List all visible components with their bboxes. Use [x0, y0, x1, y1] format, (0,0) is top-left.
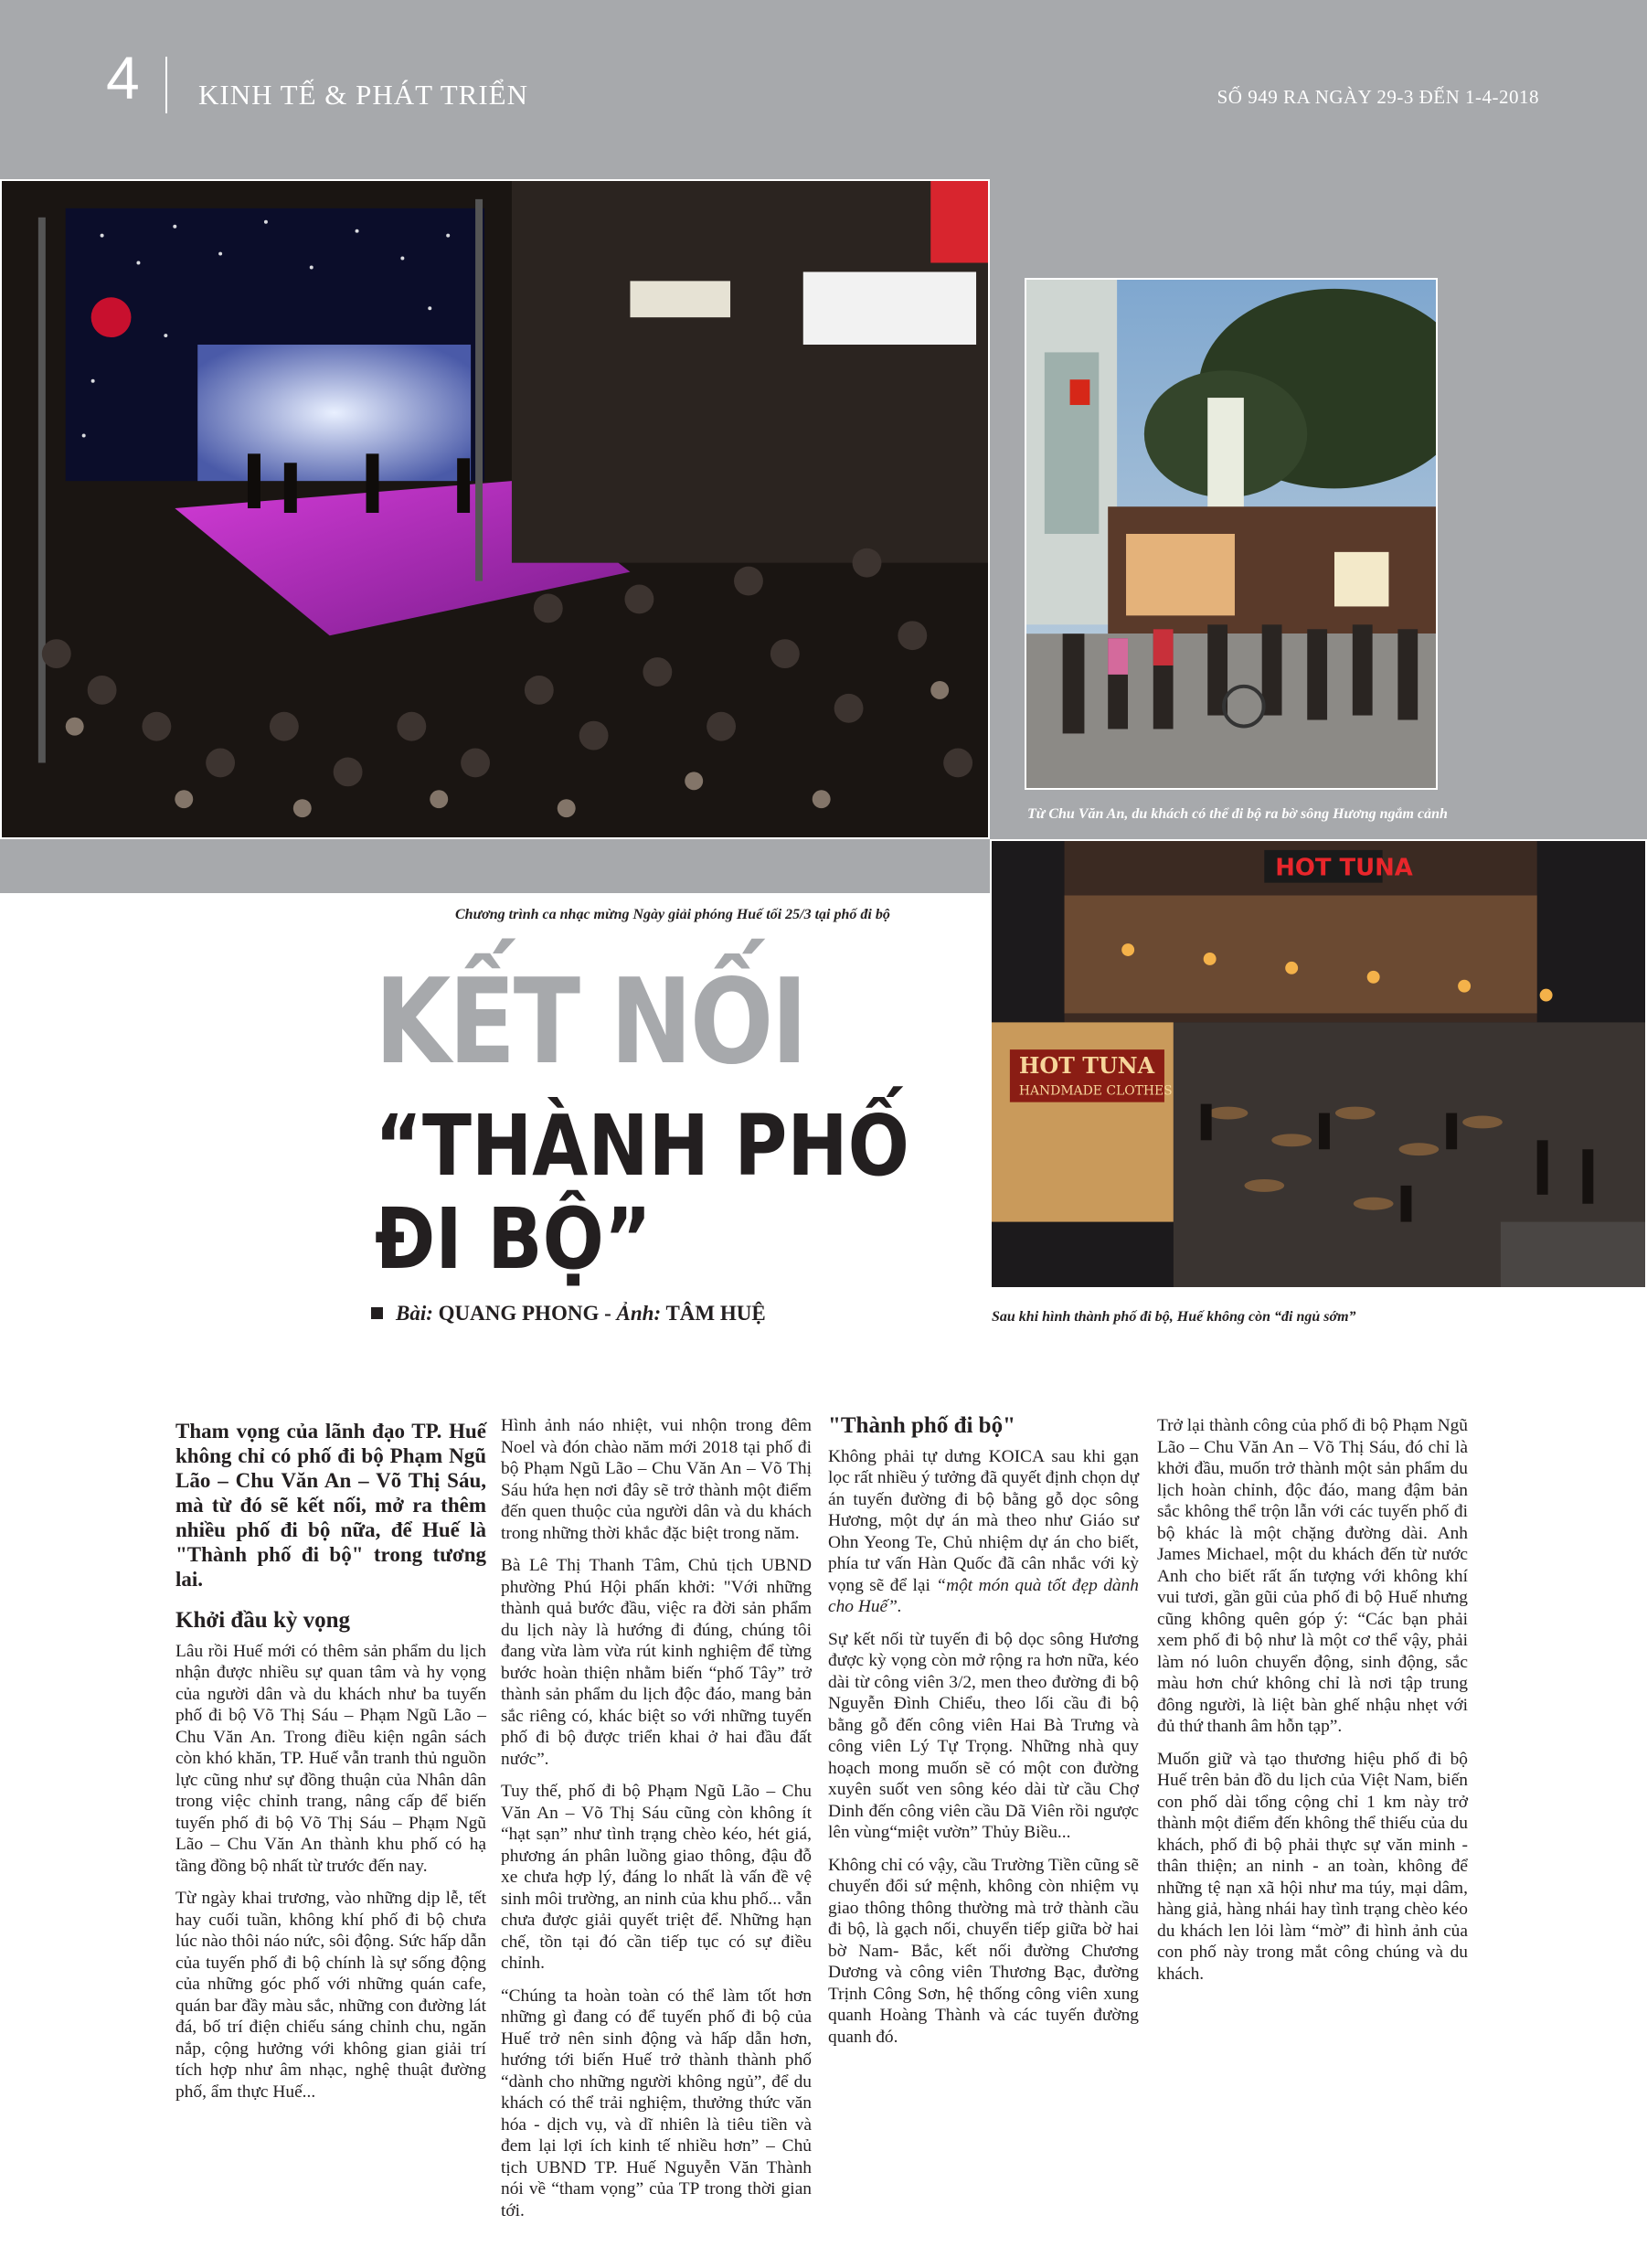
article-paragraph: Từ ngày khai trương, vào những dịp lễ, tết hay cuối tuần, không khí phố đi bộ chưa lúc nào thôi náo nức, sôi động. Sức hấp dẫn của tuyến phố đi bộ chính là sự sống động của những góc phố với những quán cafe, quán bar đầy màu sắc, những con đường lát đá, bố trí điện chiếu sáng chỉnh chu, ngăn nắp, cộng hưởng với không gian giải trí tích hợp như âm nhạc, nghệ thuật đường phố, ẩm thực Huế... — [175, 1889, 486, 2102]
article-paragraph: Lâu rồi Huế mới có thêm sản phẩm du lịch nhận được nhiều sự quan tâm và hy vọng của người dân và du khách như ba tuyến phố đi bộ Võ Thị Sáu – Phạm Ngũ Lão – Chu Văn An. Trong điều kiện ngân sách còn khó khăn, TP. Huế vẫn tranh thủ nguồn lực cũng như sự đồng thuận của Nhân dân trong việc chỉnh trang, nâng cấp để biến tuyến phố đi bộ Võ Thị Sáu – Phạm Ngũ Lão – Chu Văn An thành khu phố có hạ tầng đồng bộ nhất từ trước đến nay. — [175, 1641, 486, 1876]
cafe-photo-caption: Sau khi hình thành phố đi bộ, Huế không còn “đi ngủ sớm” — [992, 1309, 1356, 1325]
byline-author: QUANG PHONG — [438, 1302, 600, 1325]
byline: Bài: QUANG PHONG - Ảnh: TÂM HUỆ — [371, 1302, 766, 1326]
article-column-3 — [828, 1415, 1139, 2059]
article-paragraph: Không chỉ có vậy, cầu Trường Tiền cũng sẽ chuyển đổi sứ mệnh, không còn nhiệm vụ giao thông thông thường mà trở thành cầu đi bộ, là gạch nối, chuyển tiếp giữa bờ hai bờ Nam- Bắc, kết nối đường Chương Dương và công viên Thương Bạc, đường Trịnh Công Sơn, hệ thống công viên xung quanh Hoàng Thành và các tuyến đường quanh đó. — [828, 1855, 1139, 2047]
article-lead: Tham vọng của lãnh đạo TP. Huế không chỉ có phố đi bộ Phạm Ngũ Lão – Chu Văn An – Võ Thị Sáu, mà từ đó sẽ kết nối, mở ra thêm nhiều phố đi bộ nữa, để Huế là "Thành phố đi bộ" trong tương lai. — [175, 1420, 486, 1591]
headline-line-1: KẾT NỐI — [375, 954, 806, 1091]
article-column-2 — [501, 1415, 812, 2232]
issue-date: SỐ 949 RA NGÀY 29-3 ĐẾN 1-4-2018 — [1217, 86, 1539, 108]
headline-line-3: ĐI BỘ” — [375, 1190, 652, 1288]
article-column-4 — [1157, 1415, 1468, 1996]
article-paragraph: Tuy thế, phố đi bộ Phạm Ngũ Lão – Chu Văn An – Võ Thị Sáu cũng còn không ít “hạt sạn” như tình trạng chèo kéo, hét giá, phương án phân luồng giao thông, đậu đỗ xe chưa hợp lý, đáng lo nhất là vấn đề vệ sinh môi trường, an ninh của khu phố... vẫn chưa được giải quyết triệt để. Những hạn chế, tồn tại đó cần tiếp tục có sự điều chỉnh. — [501, 1782, 812, 1973]
street-photo-caption: Từ Chu Văn An, du khách có thể đi bộ ra bờ sông Hương ngắm cảnh — [1027, 806, 1448, 822]
cafe-photo — [990, 839, 1647, 1289]
article-paragraph: Không phải tự dưng KOICA sau khi gạn lọc rất nhiều ý tưởng đã quyết định chọn dự án tuyến đường đi bộ bằng gỗ dọc sông Hương, một dự án mà theo như Giáo sư Ohn Yeong Te, Chủ nhiệm dự án cho biết, phía tư vấn Hàn Quốc đã cân nhắc với kỳ vọng sẽ để lại “một món quà tốt đẹp dành cho Huế”. — [828, 1446, 1139, 1616]
article-paragraph: Bà Lê Thị Thanh Tâm, Chủ tịch UBND phường Phú Hội phấn khởi: "Với những thành quả bước đầu, việc ra đời sản phẩm du lịch này là hướng đi đúng, chúng tôi đang vừa làm vừa rút kinh nghiệm để từng bước hoàn thiện nhằm biến “phố Tây” trở thành sản phẩm du lịch độc đáo, mang bản sắc riêng có, khác biệt so với những tuyến phố đi bộ được triển khai ở hai đầu đất nước”. — [501, 1556, 812, 1769]
concert-photo-caption: Chương trình ca nhạc mừng Ngày giải phóng Huế tối 25/3 tại phố đi bộ — [455, 907, 890, 922]
page-number: 4 — [106, 44, 140, 112]
article-paragraph: Trở lại thành công của phố đi bộ Phạm Ngũ Lão – Chu Văn An – Võ Thị Sáu, đó chỉ là khởi đầu, muốn trở thành một sản phẩm du lịch hoàn chỉnh, độc đáo, mang đậm bản sắc không thể trộn lẫn với các tuyến phố đi bộ khác là một chặng đường dài. Anh James Michael, một du khách đến từ nước Anh cho biết rất ấn tượng với không khí vui tươi, gần gũi của phố đi bộ Huế nhưng cũng không quên góp ý: “Các bạn phải xem phố đi bộ như là một cơ thể vậy, phải làm nó luôn chuyển động, sinh động, sắc màu hơn chứ không chỉ là nơi tập trung đông người, là liệt bàn ghế nhậu nhẹt với đủ thứ thanh âm hỗn tạp”. — [1157, 1416, 1468, 1736]
article-paragraph: Sự kết nối từ tuyến đi bộ dọc sông Hương được kỳ vọng còn mở rộng ra hơn nữa, kéo dài từ công viên 3/2, men theo đường đi bộ Nguyễn Đình Chiểu, theo lối cầu đi bộ bằng gỗ đến công viên Hai Bà Trưng và công viên Lý Tự Trọng. Những nhà quy hoạch mong muốn sẽ có một con đường xuyên suốt ven sông kéo dài từ cầu Chợ Dinh đến công viên cầu Dã Viên rồi ngược lên vùng“miệt vườn” Thủy Biều... — [828, 1629, 1139, 1842]
subhead-thanh-pho: "Thành phố đi bộ" — [828, 1413, 1015, 1438]
subhead-khoi-dau: Khởi đầu kỳ vọng — [175, 1608, 351, 1633]
street-photo — [1025, 278, 1438, 790]
bullet-square-icon — [371, 1307, 383, 1319]
article-paragraph: “Chúng ta hoàn toàn có thể làm tốt hơn những gì đang có để tuyến phố đi bộ của Huế trở nên sinh động và hấp dẫn hơn, hướng tới biến Huế trở thành thành phố “dành cho những người không ngủ”, để du khách có thể trải nghiệm, thưởng thức văn hóa - dịch vụ, và dĩ nhiên là tiêu tiền và đem lại lợi ích kinh tế nhiều hơn” – Chủ tịch UBND TP. Huế Nguyễn Văn Thành nói về “tham vọng” của TP trong thời gian tới. — [501, 1986, 812, 2220]
handmade-clothes-sign: HANDMADE CLOTHES — [1018, 1083, 1173, 1099]
headline-line-2: “THÀNH PHỐ — [375, 1097, 909, 1195]
header-divider — [165, 57, 167, 113]
article-paragraph: Hình ảnh náo nhiệt, vui nhộn trong đêm Noel và đón chào năm mới 2018 tại phố đi bộ Phạm Ngũ Lão – Chu Văn An – Võ Thị Sáu hứa hẹn nơi đây sẽ trở thành một điểm đến quen thuộc của người dân và du khách trong những thời khắc đặc biệt trong năm. — [501, 1416, 812, 1543]
byline-photographer: TÂM HUỆ — [665, 1302, 766, 1325]
hot-tuna-sign-2: HOT TUNA — [1018, 1052, 1155, 1079]
hot-tuna-sign: HOT TUNA — [1275, 854, 1413, 882]
concert-photo — [0, 179, 990, 839]
section-title: KINH TẾ & PHÁT TRIỂN — [198, 79, 528, 111]
byline-anh-label: Ảnh: — [616, 1302, 662, 1325]
byline-bai-label: Bài: — [396, 1302, 433, 1325]
article-paragraph: Muốn giữ và tạo thương hiệu phố đi bộ Huế trên bản đồ du lịch của Việt Nam, biến con phố dài tổng cộng chỉ 1 km này trở thành một điểm đến không thể thiếu của du khách, phố đi bộ phải thực sự văn minh - thân thiện; an ninh - an toàn, không để những tệ nạn xã hội như ma túy, mại dâm, hàng giả, hàng nhái hay tình trạng chèo kéo du khách len lỏi làm “mờ” đi hình ảnh của con phố này trong mắt công chúng và du khách. — [1157, 1749, 1468, 1984]
article-column-1 — [175, 1419, 486, 2114]
